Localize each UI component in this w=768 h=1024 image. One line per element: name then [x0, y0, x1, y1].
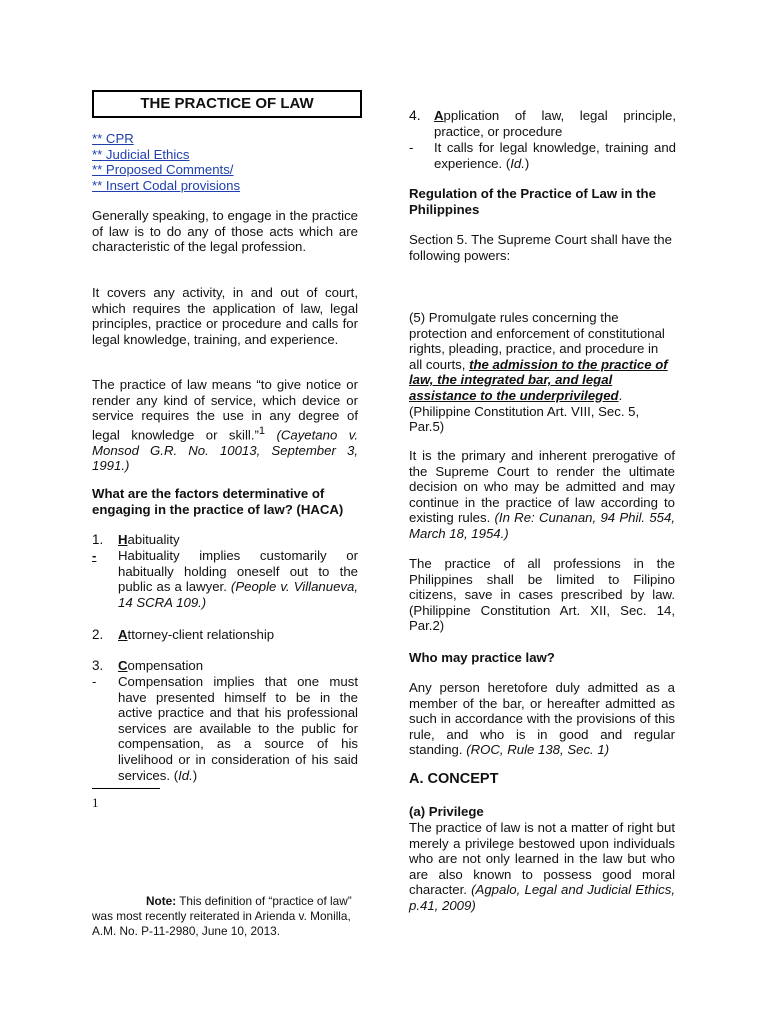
question-factors: What are the factors determinative of engaging in the practice of law? (HACA) — [92, 486, 344, 517]
factor-3-rest: ompensation — [127, 658, 204, 673]
factor-1-number: 1. — [92, 532, 104, 547]
meaning-text: The practice of law means “to give notice or render any kind of service, which device or service requires the use in any degree of legal knowledge or skill.” — [92, 377, 358, 443]
footnote-note — [92, 894, 358, 939]
who-may-practice-citation: (ROC, Rule 138, Sec. 1) — [466, 742, 610, 758]
factor-1-letter: H — [118, 532, 128, 547]
heading-concept: A. CONCEPT — [409, 771, 499, 787]
factor-3-letter: C — [118, 658, 128, 673]
who-may-practice-text: Any person heretofore duly admitted as a member of the bar, or hereafter admitted as such in accordance with the provisions of this rule, and who is in good and regular standing. — [409, 680, 675, 758]
factor-4-dash: - — [409, 140, 414, 155]
factor-4-rest: pplication of law, legal principle, practice, or procedure — [434, 108, 676, 139]
page-title: THE PRACTICE OF LAW — [92, 90, 362, 118]
paragraph-definition: Generally speaking, to engage in the practice of law is to do any of those acts which are characteristic of the legal profession. — [92, 208, 358, 255]
section-5-intro: Section 5. The Supreme Court shall have the following powers: — [409, 232, 672, 263]
factor-4-body: It calls for legal knowledge, training and experience. ( — [434, 140, 676, 171]
power-5-emphasis: the admission to the practice of law, the integrated bar, and legal assistance to the underprivileged — [409, 356, 668, 403]
privilege-citation: (Agpalo, Legal and Judicial Ethics, p.41, 2009) — [409, 882, 675, 913]
factor-4-number: 4. — [409, 107, 421, 123]
prerogative-text: It is the primary and inherent prerogative of the Supreme Court to render the ultimate decision on who may be admitted and may continue in the practice of law according to existing rules. — [409, 448, 675, 526]
paragraph-meaning — [92, 377, 358, 474]
factor-1-dash: - — [92, 548, 97, 563]
paragraph-who-may-practice — [409, 680, 675, 758]
links-list — [92, 131, 362, 193]
meaning-citation: (Cayetano v. Monsod G.R. No. 10013, September 3, 1991.) — [92, 427, 358, 474]
factor-3-id: Id. — [178, 767, 193, 783]
factor-2-rest: ttorney-client relationship — [127, 627, 275, 642]
factor-4-heading — [434, 108, 676, 139]
factor-1-citation: (People v. Villanueva, 14 SCRA 109.) — [118, 579, 358, 610]
link-insert-codal[interactable]: ** Insert Codal provisions — [92, 177, 241, 193]
factor-3-number: 3. — [92, 658, 104, 673]
factor-2-heading — [118, 627, 274, 643]
factor-4-text — [434, 140, 676, 171]
prerogative-citation: (In Re: Cunanan, 94 Phil. 554, March 18, 1954.) — [409, 510, 675, 541]
paragraph-power-5 — [409, 310, 675, 435]
footnote-marker: 1 — [92, 795, 99, 810]
link-judicial-ethics[interactable]: ** Judicial Ethics — [92, 146, 190, 162]
factor-4-letter: A — [434, 108, 444, 123]
factor-4-id: Id. — [510, 155, 525, 171]
footnote-ref: 1 — [258, 424, 266, 437]
note-label: Note: — [146, 894, 177, 908]
factor-4-close: ) — [524, 155, 530, 171]
factor-2-number: 2. — [92, 627, 104, 642]
factor-3-close: ) — [192, 767, 198, 783]
paragraph-prerogative — [409, 448, 675, 542]
power-5-citation: . (Philippine Constitution Art. VIII, Sec. 5, Par.5) — [409, 387, 640, 435]
factor-3-heading — [118, 658, 203, 674]
factor-2-letter: A — [118, 627, 128, 642]
factor-3-dash: - — [92, 674, 97, 689]
factor-1-body: Habituality implies customarily or habitually holding oneself out to the public as a lawyer. — [118, 548, 358, 595]
factor-3-body: Compensation implies that one must have presented himself to be in the active practice and that his professional services are available to the public for compensation, as a source of his livelihood or in consideration of his said services. ( — [118, 674, 358, 783]
paragraph-coverage: It covers any activity, in and out of court, which requires the application of law, legal principles, practice or procedure and calls for legal knowledge, training, and experience. — [92, 285, 358, 347]
footnote-separator — [92, 788, 160, 789]
heading-privilege: (a) Privilege — [409, 804, 484, 819]
link-cpr[interactable]: ** CPR — [92, 131, 134, 146]
factor-3-text — [118, 674, 358, 783]
note-text: This definition of “practice of law” was most recently reiterated in Arienda v. Monilla, A.M. No. P-11-2980, June 10, 2013. — [92, 894, 352, 938]
heading-regulation: Regulation of the Practice of Law in the Philippines — [409, 186, 656, 217]
question-who-may-practice: Who may practice law? — [409, 650, 555, 665]
power-5-text: (5) Promulgate rules concerning the protection and enforcement of constitutional rights, pleading, practice, and procedure in all courts, — [409, 310, 665, 372]
paragraph-filipino-citizens: The practice of all professions in the Philippines shall be limited to Filipino citizens, save in cases prescribed by law. (Philippine Constitution Art. XII, Sec. 14, Par.2) — [409, 556, 675, 634]
factor-1-heading — [118, 532, 180, 548]
privilege-text: The practice of law is not a matter of right but merely a privilege bestowed upon individuals who are not only learned in the law but who are also known to possess good moral character. — [409, 820, 675, 898]
link-proposed-comments[interactable]: ** Proposed Comments/ — [92, 162, 234, 178]
factor-1-rest: abituality — [127, 532, 180, 547]
factor-1-text — [118, 548, 358, 610]
paragraph-privilege — [409, 820, 675, 914]
